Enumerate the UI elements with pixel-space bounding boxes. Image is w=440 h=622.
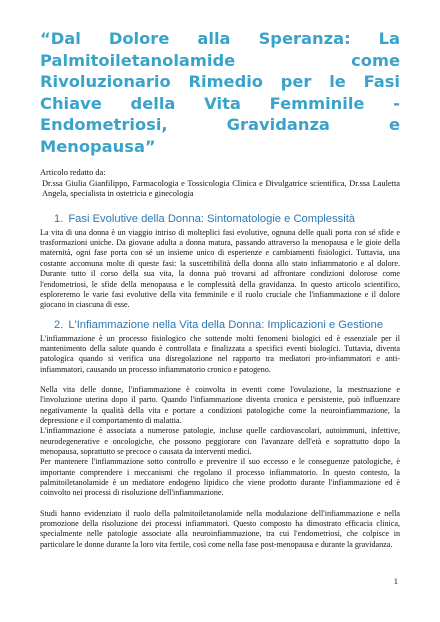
section-2-paragraph-4: Per mantenere l'infiammazione sotto controllo e prevenire il suo eccesso e le conseguenze patologiche, è importante comprendere i meccanismi che regolano il processo infiammatorio. In questo contesto, la palmitoiletanolamide è un mediatore endogeno lipidico che viene prodotto durante l'infiammazione ed è coinvolto nei processi di risoluzione dell'infiammazione. — [40, 457, 400, 498]
section-2-paragraph-2: Nella vita delle donne, l'infiammazione è coinvolta in eventi come l'ovulazione, la mestruazione e l'involuzione uterina dopo il parto. Quando l'infiammazione diventa cronica e persistente, può influenzare negativamente la qualità della vita e portare a condizioni patologiche come la neuroinfiammazione, la depressione e il comportamento di malattia. — [40, 384, 400, 425]
paragraph-gap — [40, 375, 400, 385]
section-2-paragraph-5: Studi hanno evidenziato il ruolo della palmitoiletanolamide nella modulazione dell'infiammazione e nella promozione della risoluzione dei processi infiammatori. Questo composto ha dimostrato efficacia clinica, specialmente nelle patologie associate alla neuroinfiammazione, tra cui l'endometriosi, che colpisce in particolare le donne durante la loro vita fertile, così come nella fase post-menopausa e durante la gravidanza. — [40, 508, 400, 549]
section-number: 2. — [54, 318, 64, 331]
section-heading-2 — [54, 318, 400, 332]
section-title: L'Infiammazione nella Vita della Donna: Implicazioni e Gestione — [68, 318, 384, 331]
section-2-paragraph-3: L'infiammazione è associata a numerose patologie, incluse quelle cardiovascolari, autoimmuni, infettive, neurodegenerative e oncologiche, che possono peggiorare con l'avanzare dell'età e soprattutto dopo la menopausa, soprattutto se precoce o causata da interventi medici. — [40, 426, 400, 456]
document-page — [40, 28, 400, 550]
section-number: 1. — [54, 212, 64, 225]
authors-line: Dr.ssa Giulia Gianfilippo, Farmacologia e Tossicologia Clinica e Divulgatrice scientifica, Dr.ssa Lauletta Angela, specialista in ostetricia e ginecologia — [42, 178, 400, 199]
paragraph-gap — [40, 499, 400, 509]
article-title: “Dal Dolore alla Speranza: La Palmitoiletanolamide come Rivoluzionario Rimedio per le Fasi Chiave della Vita Femminile - Endometriosi, Gravidanza e Menopausa” — [40, 29, 400, 156]
written-by-label: Articolo redatto da: — [40, 168, 106, 177]
section-1-paragraph-1: La vita di una donna è un viaggio intriso di molteplici fasi evolutive, ognuna delle quali porta con sé sfide e trasformazioni uniche. Da giovane adulta a donna matura, passando attraverso la menopausa e le gioie della maternità, ogni fase porta con sé un insieme unico di esperienze e cambiamenti fisiologici. Tuttavia, una costante accomuna molte di queste fasi: la suscettibilità della donna allo stato infiammatorio e al dolore. Durante tutto il corso della sua vita, la donna può trovarsi ad affrontare condizioni dolorose come l'endometriosi, le sfide della menopausa e le complessità della gravidanza. In questo articolo scientifico, esploreremo le varie fasi evolutive della vita femminile e il ruolo cruciale che l'infiammazione e il dolore giocano in ciascuna di esse. — [40, 227, 400, 310]
page-number: 1 — [393, 576, 398, 586]
section-2-paragraph-1: L'infiammazione è un processo fisiologico che sottende molti fenomeni biologici ed è essenziale per il mantenimento della salute quando è controllata e finalizzata a specifici eventi biologici. Tuttavia, diventa patologica quando si verifica una disregolazione nel rapporto tra mediatori pro-infiammatori e anti-infiammatori, causando un processo infiammatorio cronico e patogeno. — [40, 333, 400, 374]
article-meta — [40, 168, 400, 200]
section-heading-1 — [54, 212, 400, 226]
section-title: Fasi Evolutive della Donna: Sintomatologie e Complessità — [68, 212, 356, 225]
